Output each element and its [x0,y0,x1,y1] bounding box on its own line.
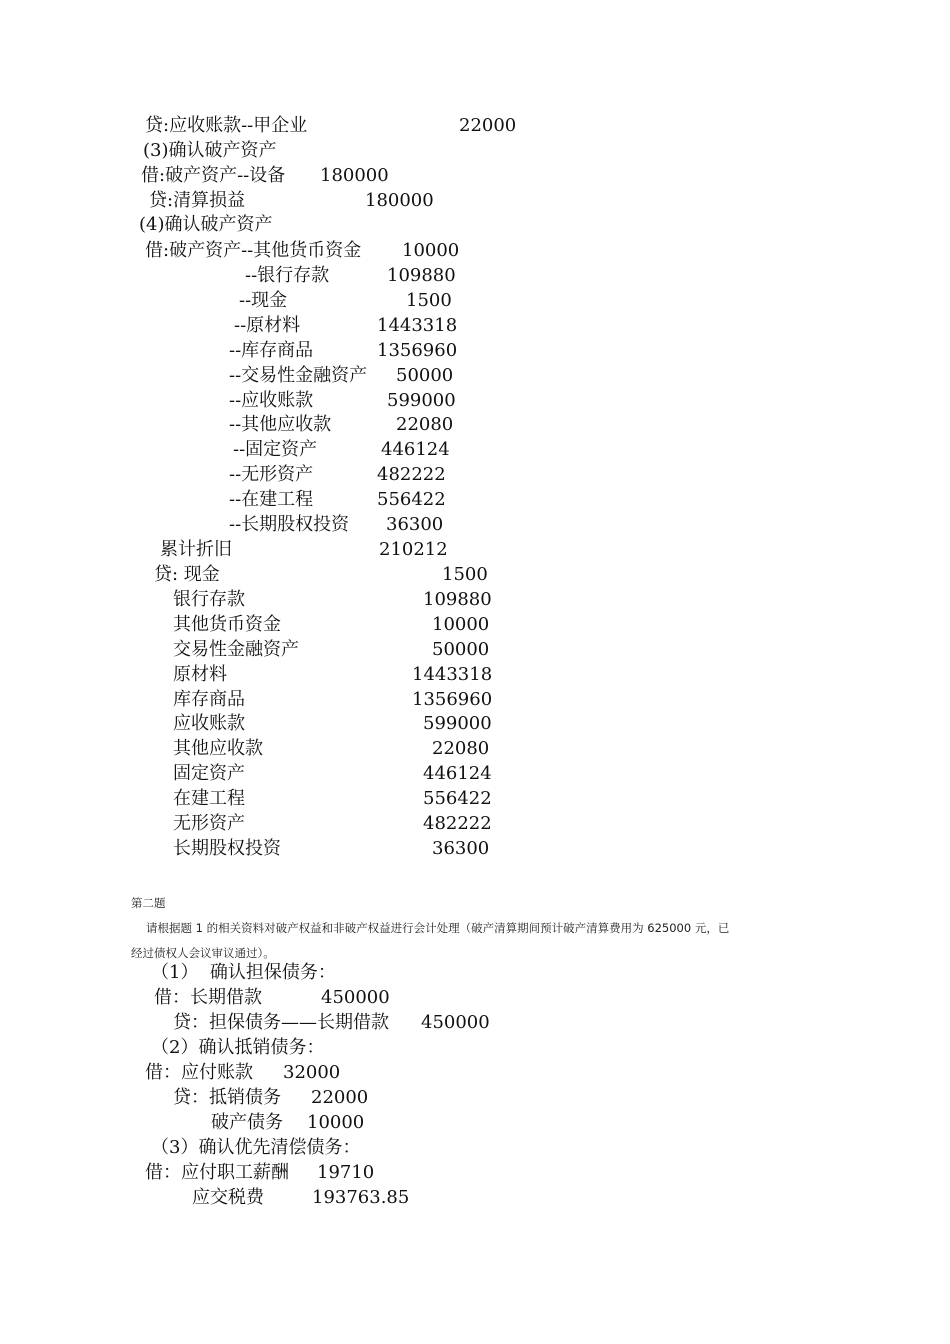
entry-amount: 1500 [442,564,488,585]
entry-amount: 446124 [381,439,450,460]
entry-text: 借：应付职工薪酬 [145,1162,289,1183]
entry-amount: 109880 [423,589,492,610]
entry-amount: 446124 [423,763,492,784]
entry-amount: 22080 [432,738,490,759]
entry-amount: 482222 [423,813,492,834]
entry-amount: 1356960 [377,340,458,361]
section-heading: （3）确认优先清偿债务： [151,1137,361,1158]
entry-text: --银行存款 [245,265,330,286]
question-text: 请根据题 1 的相关资料对破产权益和非破产权益进行会计处理（破产清算期间预计破产清算费用为 625000 元，已 [146,921,730,935]
entry-amount: 50000 [396,365,454,386]
entry-amount: 450000 [321,987,390,1008]
entry-text: 交易性金融资产 [173,639,299,660]
entry-text: --交易性金融资产 [229,365,368,386]
entry-text: --固定资产 [233,439,318,460]
entry-amount: 450000 [421,1012,490,1033]
entry-text: 库存商品 [173,689,245,710]
entry-text: --库存商品 [229,340,314,361]
section-heading: （2）确认抵销债务： [151,1037,325,1058]
entry-amount: 556422 [423,788,492,809]
entry-amount: 482222 [377,464,446,485]
entry-text: --在建工程 [229,489,314,510]
entry-amount: 180000 [320,165,389,186]
entry-text: 破产债务 [211,1112,283,1133]
entry-text: 应收账款 [173,713,245,734]
entry-text: 贷:应收账款--甲企业 [145,115,308,136]
entry-text: 贷：抵销债务 [173,1087,281,1108]
entry-text: --现金 [239,290,288,311]
entry-text: 银行存款 [173,589,245,610]
entry-text: 长期股权投资 [173,838,281,859]
entry-amount: 32000 [283,1062,341,1083]
entry-text: 借:破产资产--设备 [141,165,286,186]
entry-amount: 22080 [396,414,454,435]
entry-text: 累计折旧 [160,539,232,560]
entry-text: 借:破产资产--其他货币资金 [145,240,362,261]
entry-text: 借：应付账款 [145,1062,253,1083]
section-heading: （1） 确认担保债务： [151,962,336,983]
entry-amount: 50000 [432,639,490,660]
entry-amount: 1443318 [377,315,458,336]
entry-amount: 556422 [377,489,446,510]
section-heading: (4)确认破产资产 [139,214,273,235]
entry-amount: 599000 [387,390,456,411]
entry-text: 贷：担保债务——长期借款 [173,1012,389,1033]
entry-text: 固定资产 [173,763,245,784]
section-heading: (3)确认破产资产 [143,140,277,161]
entry-text: --无形资产 [229,464,314,485]
entry-text: 贷: 现金 [154,564,220,585]
entry-amount: 1500 [406,290,452,311]
entry-text: --长期股权投资 [229,514,350,535]
entry-text: 其他应收款 [173,738,263,759]
entry-amount: 10000 [307,1112,365,1133]
entry-amount: 1356960 [412,689,493,710]
entry-amount: 36300 [386,514,444,535]
entry-amount: 22000 [459,115,517,136]
entry-amount: 180000 [365,190,434,211]
entry-amount: 599000 [423,713,492,734]
entry-text: 在建工程 [173,788,245,809]
entry-amount: 193763.85 [312,1187,410,1208]
entry-amount: 10000 [402,240,460,261]
section-title: 第二题 [131,896,166,910]
entry-amount: 210212 [379,539,448,560]
entry-text: 无形资产 [173,813,245,834]
entry-text: 贷:清算损益 [149,190,246,211]
entry-text: --应收账款 [229,390,314,411]
entry-text: --原材料 [234,315,301,336]
entry-text: 应交税费 [192,1187,264,1208]
entry-text: 其他货币资金 [173,614,281,635]
entry-text: 借：长期借款 [154,987,262,1008]
entry-amount: 109880 [387,265,456,286]
entry-amount: 36300 [432,838,490,859]
entry-text: --其他应收款 [229,414,332,435]
question-text: 经过债权人会议审议通过）。 [131,946,275,960]
entry-amount: 10000 [432,614,490,635]
entry-amount: 22000 [311,1087,369,1108]
entry-amount: 1443318 [412,664,493,685]
entry-amount: 19710 [317,1162,375,1183]
entry-text: 原材料 [173,664,227,685]
